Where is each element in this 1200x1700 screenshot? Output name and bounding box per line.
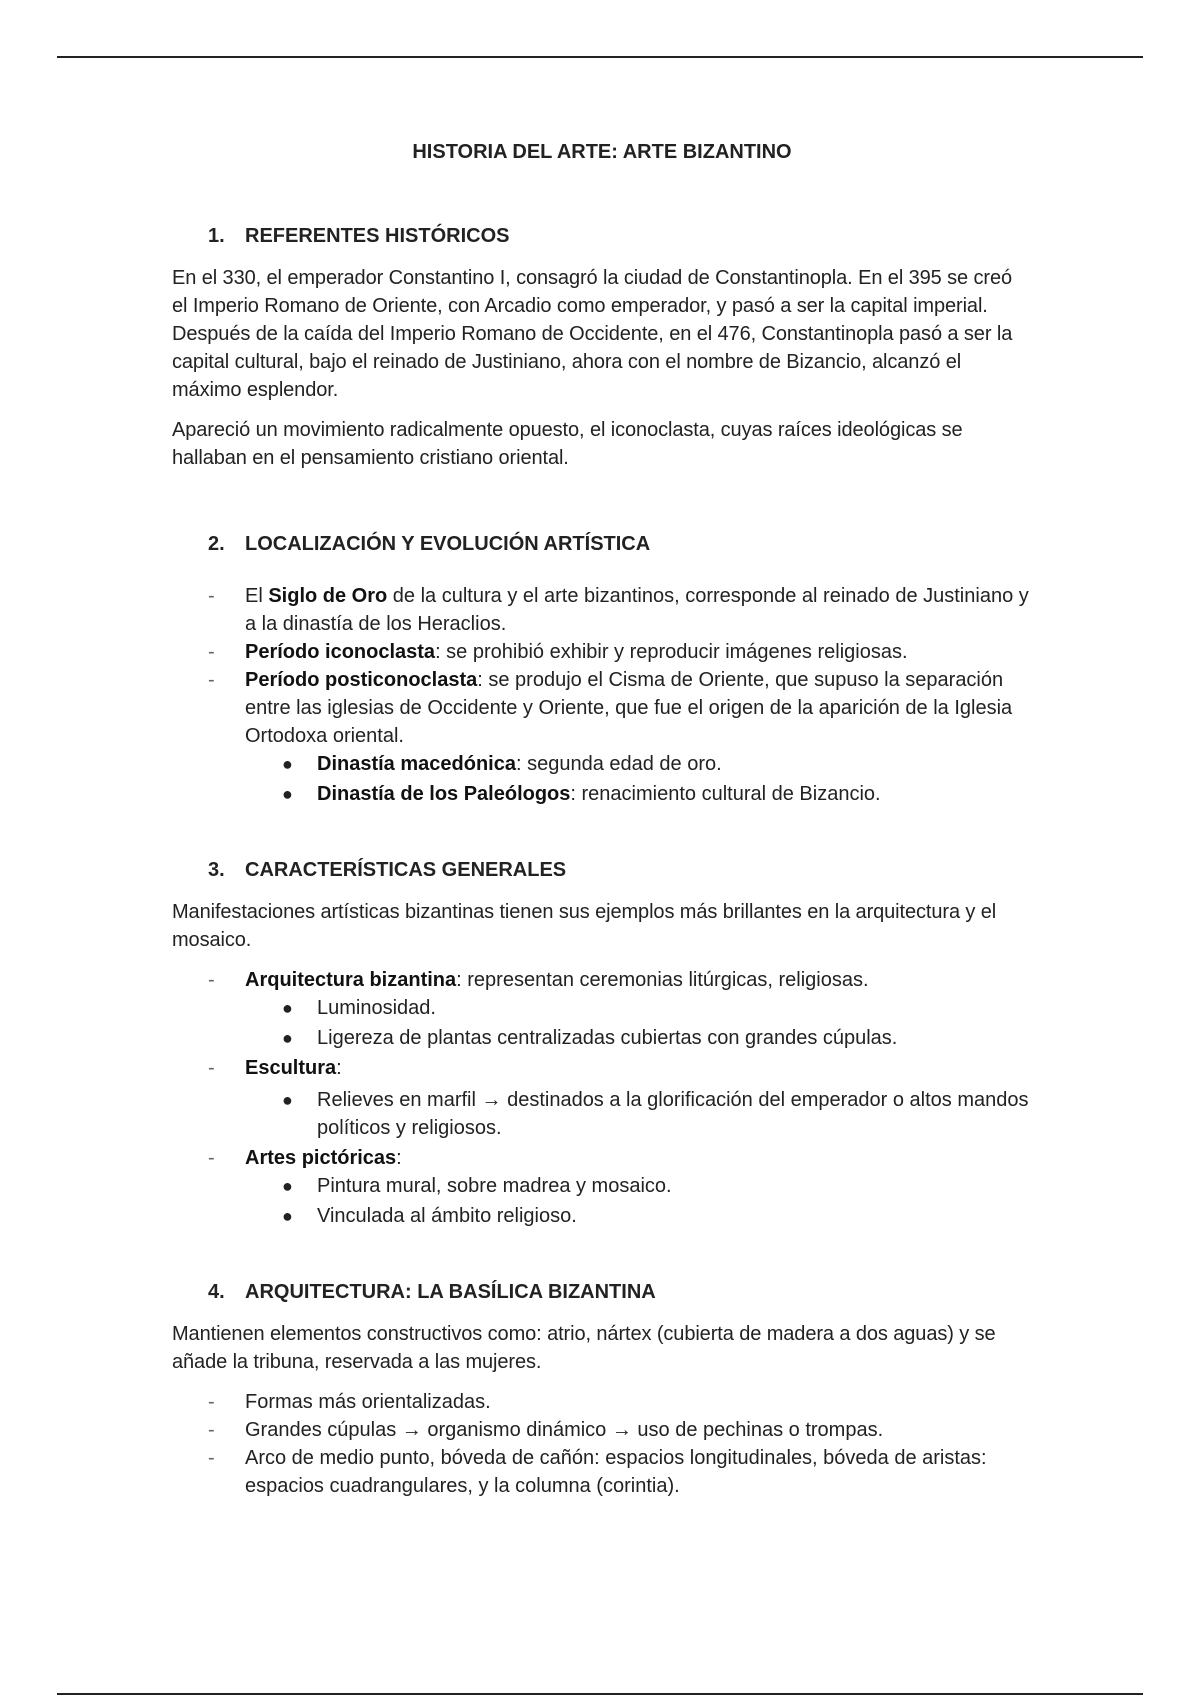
item-text: organismo dinámico xyxy=(421,1419,612,1441)
bullet-list xyxy=(245,750,1032,808)
item-text: : se produjo el Cisma de Oriente, que supuso la separación entre las iglesias de Occidente y Oriente, que fue el origen de la aparición de la Iglesia Ortodoxa oriental. xyxy=(245,669,1013,747)
bullet-icon: ● xyxy=(282,784,293,804)
item-term: Siglo de Oro xyxy=(268,585,388,607)
item-term: Período posticonoclasta xyxy=(245,669,478,691)
item-term: Arquitectura bizantina xyxy=(245,969,457,991)
item-text: Formas más orientalizadas. xyxy=(245,1391,491,1413)
list-item xyxy=(172,1144,1032,1230)
item-text: Arco de medio punto, bóveda de cañón: espacios longitudinales, bóveda de aristas: espacios cuadrangulares, y la columna (corintia). xyxy=(245,1447,987,1497)
paragraph: Apareció un movimiento radicalmente opuesto, el iconoclasta, cuyas raíces ideológicas se hallaban en el pensamiento cristiano oriental. xyxy=(172,419,963,469)
section-title: LOCALIZACIÓN Y EVOLUCIÓN ARTÍSTICA xyxy=(245,533,651,555)
section-title: ARQUITECTURA: LA BASÍLICA BIZANTINA xyxy=(245,1281,656,1303)
list-item xyxy=(245,1024,1032,1052)
item-text: : renacimiento cultural de Bizancio. xyxy=(570,783,881,805)
item-text: Ligereza de plantas centralizadas cubiertas con grandes cúpulas. xyxy=(317,1027,898,1049)
section-heading-1 xyxy=(172,222,1032,250)
item-text: Pintura mural, sobre madrea y mosaico. xyxy=(317,1175,672,1197)
dash-marker: - xyxy=(208,585,215,607)
list-item xyxy=(245,994,1032,1022)
dash-marker: - xyxy=(208,1391,215,1413)
document-page xyxy=(172,138,1032,1510)
header-rule xyxy=(57,56,1143,58)
bullet-icon: ● xyxy=(282,998,293,1018)
item-text: uso de pechinas o trompas. xyxy=(631,1419,884,1441)
section-heading-2 xyxy=(172,530,1032,558)
item-term: Artes pictóricas xyxy=(245,1147,397,1169)
list-item xyxy=(172,638,1032,666)
list-item xyxy=(172,666,1032,808)
item-text: de la cultura y el arte bizantinos, corresponde al reinado de Justiniano y a la dinastía de los Heraclios. xyxy=(245,585,1029,635)
list-item xyxy=(245,1086,1032,1142)
item-term: Período iconoclasta xyxy=(245,641,436,663)
item-term: Dinastía macedónica xyxy=(317,753,516,775)
section-number: 1. xyxy=(208,225,225,247)
item-text: : segunda edad de oro. xyxy=(515,753,722,775)
dash-marker: - xyxy=(208,641,215,663)
footer-rule xyxy=(57,1693,1143,1695)
item-text: : se prohibió exhibir y reproducir imágenes religiosas. xyxy=(435,641,908,663)
item-term: Dinastía de los Paleólogos xyxy=(317,783,571,805)
bullet-icon: ● xyxy=(282,1206,293,1226)
item-text: : representan ceremonias litúrgicas, religiosas. xyxy=(456,969,869,991)
list-item xyxy=(245,1202,1032,1230)
section-number: 2. xyxy=(208,533,225,555)
dash-marker: - xyxy=(208,1057,215,1079)
section-title: CARACTERÍSTICAS GENERALES xyxy=(245,859,567,881)
dash-list xyxy=(172,582,1032,808)
section-heading-4 xyxy=(172,1278,1032,1306)
item-text: destinados a la glorificación del emperador o altos mandos políticos y religiosos. xyxy=(317,1089,1029,1139)
list-item xyxy=(245,750,1032,778)
dash-list xyxy=(172,966,1032,1230)
arrow-icon: → xyxy=(611,1419,632,1441)
paragraph: En el 330, el emperador Constantino I, consagró la ciudad de Constantinopla. En el 395 se creó el Imperio Romano de Oriente, con Arcadio como emperador, y pasó a ser la capital imperial. Después de la caída del Imperio Romano de Occidente, en el 476, Constantinopla pasó a ser la capital cultural, bajo el reinado de Justiniano, ahora con el nombre de Bizancio, alcanzó el máximo esplendor. xyxy=(172,267,1013,401)
bullet-icon: ● xyxy=(282,1176,293,1196)
section-number: 4. xyxy=(208,1281,225,1303)
section-title: REFERENTES HISTÓRICOS xyxy=(245,225,510,247)
list-item xyxy=(245,1172,1032,1200)
bullet-icon: ● xyxy=(282,1028,293,1048)
list-item xyxy=(172,966,1032,1052)
arrow-icon: → xyxy=(401,1419,422,1441)
paragraph: Mantienen elementos constructivos como: atrio, nártex (cubierta de madera a dos aguas) y se añade la tribuna, reservada a las mujeres. xyxy=(172,1323,996,1373)
document-title: HISTORIA DEL ARTE: ARTE BIZANTINO xyxy=(412,141,792,163)
dash-marker: - xyxy=(208,1447,215,1469)
list-item xyxy=(172,1054,1032,1142)
bullet-list xyxy=(245,1086,1032,1142)
dash-marker: - xyxy=(208,669,215,691)
item-text: : xyxy=(396,1147,402,1169)
dash-list xyxy=(172,1388,1032,1500)
bullet-list xyxy=(245,1172,1032,1230)
dash-marker: - xyxy=(208,969,215,991)
item-text: : xyxy=(336,1057,342,1079)
list-item xyxy=(172,1444,1032,1500)
bullet-list xyxy=(245,994,1032,1052)
section-heading-3 xyxy=(172,856,1032,884)
section-number: 3. xyxy=(208,859,225,881)
item-term: Escultura xyxy=(245,1057,337,1079)
item-text: Relieves en marfil xyxy=(317,1089,482,1111)
list-item xyxy=(245,780,1032,808)
list-item xyxy=(172,1416,1032,1444)
list-item xyxy=(172,1388,1032,1416)
paragraph: Manifestaciones artísticas bizantinas tienen sus ejemplos más brillantes en la arquitectura y el mosaico. xyxy=(172,901,997,951)
dash-marker: - xyxy=(208,1419,215,1441)
arrow-icon: → xyxy=(481,1089,502,1111)
item-text: Vinculada al ámbito religioso. xyxy=(317,1205,577,1227)
list-item xyxy=(172,582,1032,638)
item-prefix: El xyxy=(245,585,269,607)
item-text: Luminosidad. xyxy=(317,997,436,1019)
bullet-icon: ● xyxy=(282,754,293,774)
dash-marker: - xyxy=(208,1147,215,1169)
item-text: Grandes cúpulas xyxy=(245,1419,402,1441)
bullet-icon: ● xyxy=(282,1090,293,1110)
